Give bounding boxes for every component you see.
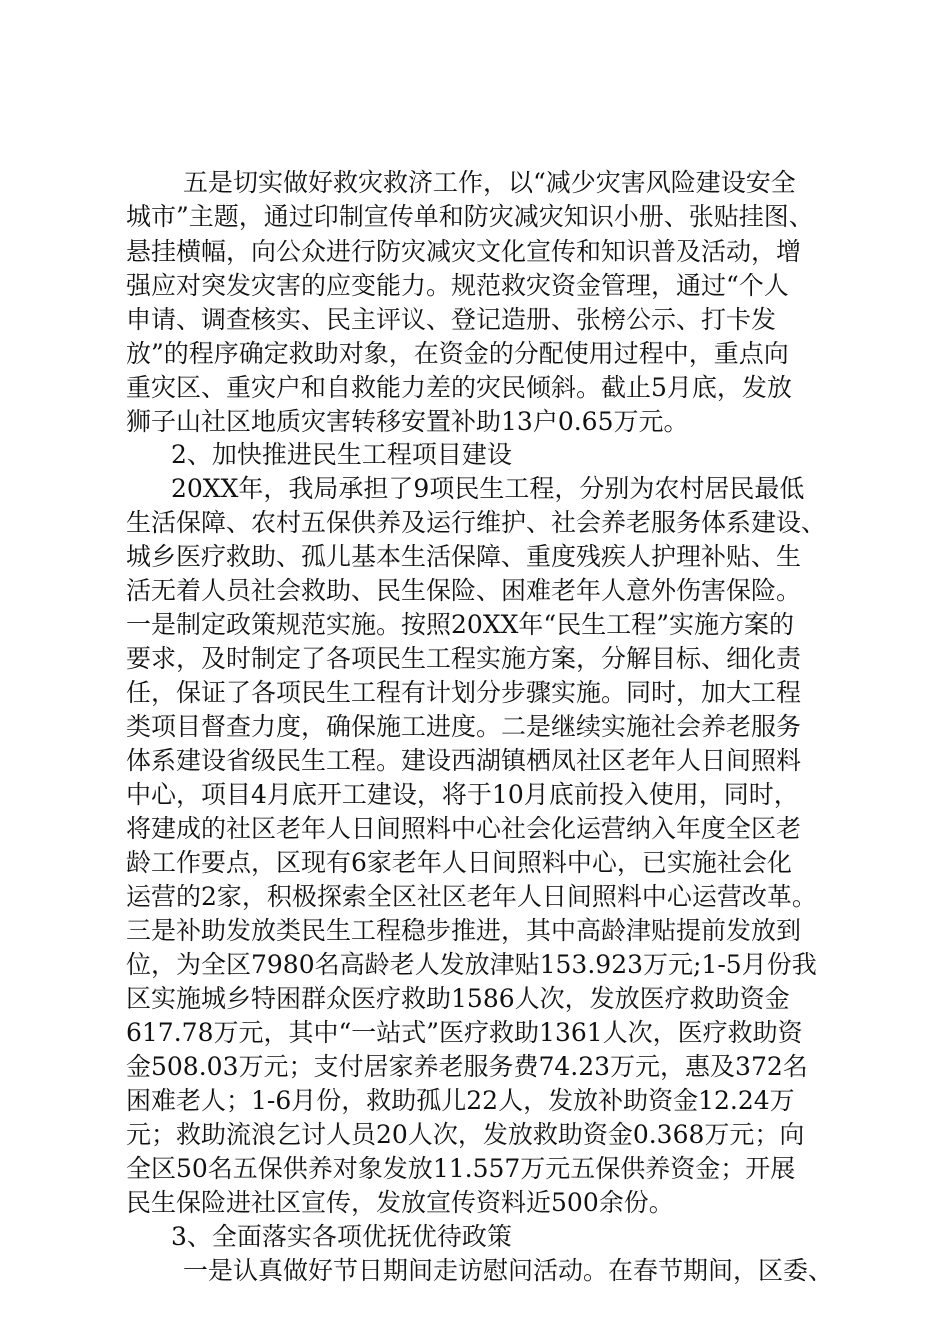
text-line: 617.78万元，其中“一站式”医疗救助1361人次，医疗救助资 xyxy=(126,1018,803,1047)
text-line: 将建成的社区老年人日间照料中心社会化运营纳入年度全区老 xyxy=(126,814,802,843)
text-line: 五是切实做好救灾救济工作，以“减少灾害风险建设安全 xyxy=(183,168,796,197)
text-line: 城乡医疗救助、孤儿基本生活保障、重度残疾人护理补贴、生 xyxy=(126,542,802,571)
text-line: 一是制定政策规范实施。按照20XX年“民生工程”实施方案的 xyxy=(126,610,794,639)
text-line: 悬挂横幅，向公众进行防灾减灾文化宣传和知识普及活动，增 xyxy=(126,237,802,266)
section-heading: 3、全面落实各项优抚优待政策 xyxy=(171,1222,512,1251)
text-line: 重灾区、重灾户和自救能力差的灾民倾斜。截止5月底，发放 xyxy=(126,373,792,402)
text-line: 体系建设省级民生工程。建设西湖镇栖凤社区老年人日间照料 xyxy=(126,746,802,775)
text-line: 一是认真做好节日期间走访慰问活动。在春节期间，区委、 xyxy=(183,1256,834,1285)
section-heading: 2、加快推进民生工程项目建设 xyxy=(171,440,512,469)
text-line: 元；救助流浪乞讨人员20人次，发放救助资金0.368万元；向 xyxy=(126,1120,805,1149)
text-line: 金508.03万元；支付居家养老服务费74.23万元，惠及372名 xyxy=(126,1052,808,1081)
text-line: 申请、调查核实、民主评议、登记造册、张榜公示、打卡发 xyxy=(126,305,777,334)
text-line: 强应对突发灾害的应变能力。规范救灾资金管理，通过“个人 xyxy=(126,271,789,300)
text-line: 困难老人；1-6月份，救助孤儿22人，发放补助资金12.24万 xyxy=(126,1086,795,1115)
text-line: 中心，项目4月底开工建设，将于10月底前投入使用，同时， xyxy=(126,780,799,809)
text-line: 区实施城乡特困群众医疗救助1586人次，发放医疗救助资金 xyxy=(126,984,790,1013)
text-line: 活无着人员社会救助、民生保险、困难老年人意外伤害保险。 xyxy=(126,576,802,605)
text-line: 要求，及时制定了各项民生工程实施方案，分解目标、细化责 xyxy=(126,644,802,673)
text-line: 运营的2家，积极探索全区社区老年人日间照料中心运营改革。 xyxy=(126,882,817,911)
text-line: 类项目督查力度，确保施工进度。二是继续实施社会养老服务 xyxy=(126,712,802,741)
text-line: 位，为全区7980名高龄老人发放津贴153.923万元;1-5月份我 xyxy=(126,950,817,979)
text-line: 狮子山社区地质灾害转移安置补助13户0.65万元。 xyxy=(126,407,689,436)
text-line: 城市”主题，通过印制宣传单和防灾减灾知识小册、张贴挂图、 xyxy=(126,202,814,231)
text-line: 民生保险进社区宣传，发放宣传资料近500余份。 xyxy=(126,1188,674,1217)
text-line: 三是补助发放类民生工程稳步推进，其中高龄津贴提前发放到 xyxy=(126,916,802,945)
text-line: 生活保障、农村五保供养及运行维护、社会养老服务体系建设、 xyxy=(126,508,827,537)
text-line: 任，保证了各项民生工程有计划分步骤实施。同时，加大工程 xyxy=(126,678,802,707)
text-line: 全区50名五保供养对象发放11.557万元五保供养资金；开展 xyxy=(126,1154,796,1183)
text-line: 20XX年，我局承担了9项民生工程，分别为农村居民最低 xyxy=(171,474,805,503)
text-line: 龄工作要点，区现有6家老年人日间照料中心，已实施社会化 xyxy=(126,848,792,877)
text-line: 放”的程序确定救助对象，在资金的分配使用过程中，重点向 xyxy=(126,339,789,368)
